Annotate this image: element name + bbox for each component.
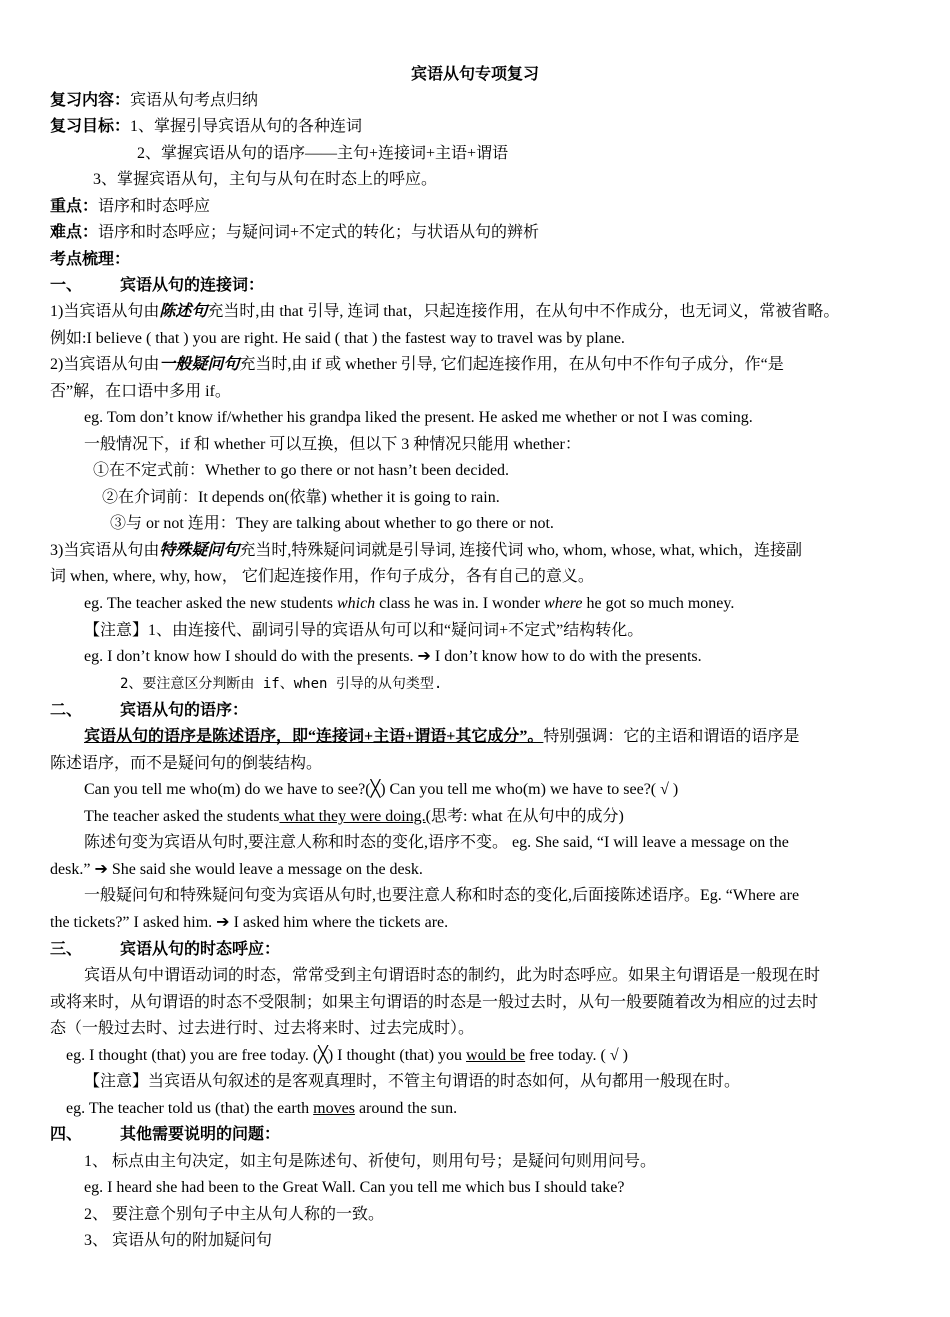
review-content-text: 宾语从句考点归纳: [130, 92, 259, 109]
s1-note-1-eg-b: I don’t know how to do with the presents.: [430, 648, 702, 665]
review-goal-line: [50, 114, 362, 140]
arrow-icon: ➔: [417, 648, 431, 665]
page-title: 宾语从句专项复习: [410, 66, 539, 83]
s2-p3-c: She said she would leave a message on the desk.: [107, 861, 423, 878]
review-outline-label: 考点梳理：: [50, 251, 131, 268]
s1-p1-text-b: 充当时,由 that 引导, 连词 that，只起连接作用，在从句中不作成分，也无词义，常被省略。: [207, 303, 840, 320]
s2-example-1: Can you tell me who(m) do we have to see?(╳) Can you tell me who(m) we have to see?( √ ): [84, 781, 679, 798]
s3-eg2-a: eg. The teacher told us (that) the earth: [66, 1100, 314, 1117]
difficulty-line: [50, 220, 539, 246]
review-goal-1: 1、掌握引导宾语从句的各种连词: [130, 118, 363, 135]
s2-p3-line: 陈述句变为宾语从句时,要注意人称和时态的变化,语序不变。 eg. She said, “I will leave a message on the: [84, 834, 789, 851]
s3-p3: 态（一般过去时、过去进行时、过去将来时、过去完成时）。: [50, 1020, 475, 1037]
s4-item-1: 1、 标点由主句决定，如主句是陈述句、祈使句，则用句号；是疑问句则用问号。: [84, 1153, 657, 1170]
section-1-heading: 宾语从句的连接词：: [120, 277, 265, 294]
s3-p1: 宾语从句中谓语动词的时态，常常受到主句谓语时态的制约，此为时态呼应。如果主句谓语是一般现在时: [84, 967, 821, 984]
s1-p1-text-a: 1)当宾语从句由: [50, 303, 160, 320]
s1-p2-text-b: 充当时,由 if 或 whether 引导, 它们起连接作用，在从句中不作句子成分，作“是: [239, 356, 784, 373]
s2-p4-b: the tickets?” I asked him.: [50, 914, 217, 931]
s2-p4-continued: [50, 910, 448, 936]
s1-whether-case-1: ①在不定式前：Whether to go there or not hasn’t been decided.: [93, 462, 510, 479]
s2-example-2: [84, 804, 624, 830]
s1-whether-case-3: ③与 or not 连用：They are talking about whether to go there or not.: [110, 515, 554, 532]
section-2-heading: 宾语从句的语序：: [120, 702, 249, 719]
s1-p3-line: [50, 538, 802, 564]
difficulty-label: 难点：: [50, 224, 99, 241]
review-goal-label: 复习目标：: [50, 118, 131, 135]
s3-eg2-b: around the sun.: [354, 1100, 458, 1117]
s3-eg-underlined: would be: [466, 1047, 526, 1064]
s1-p1-emphasis: 陈述句: [159, 303, 208, 320]
review-content-line: [50, 88, 258, 114]
s2-p4-line: 一般疑问句和特殊疑问句变为宾语从句时,也要注意人称和时态的变化,后面接陈述语序。Eg. “Where are: [84, 887, 800, 904]
s1-p3-example: [84, 591, 734, 617]
s2-ex2-b: (思考: what 在从句中的成分): [425, 808, 624, 825]
s2-p3-continued: [50, 857, 423, 883]
s1-p3-eg-word-1: which: [336, 595, 376, 612]
s3-eg-a: eg. I thought (that) you are free today. (╳) I thought (that) you: [66, 1047, 467, 1064]
s1-p2-emphasis: 一般疑问句: [159, 356, 240, 373]
s4-item-1-example: eg. I heard she had been to the Great Wall. Can you tell me which bus I should take?: [84, 1179, 625, 1196]
s1-p3-eg-b: class he was in. I wonder: [375, 595, 545, 612]
s4-item-3: 3、 宾语从句的附加疑问句: [84, 1232, 273, 1249]
s2-p4-c: I asked him where the tickets are.: [229, 914, 449, 931]
s2-rule-emphasis: 宾语从句的语序是陈述语序，即“连接词+主语+谓语+其它成分”。: [84, 728, 544, 745]
s1-p1-line: [50, 299, 839, 325]
s1-whether-case-2: ②在介词前：It depends on(依靠) whether it is going to rain.: [102, 489, 500, 506]
section-3-heading: 宾语从句的时态呼应：: [120, 941, 281, 958]
s2-ex2-a: The teacher asked the students: [84, 808, 280, 825]
s2-rule-text: 特别强调：它的主语和谓语的语序是: [543, 728, 800, 745]
s3-eg-b: free today. ( √ ): [525, 1047, 628, 1064]
review-content-label: 复习内容：: [50, 92, 131, 109]
s2-rule-line: [84, 724, 799, 750]
s1-p2-text-a: 2)当宾语从句由: [50, 356, 160, 373]
section-3-number: 三、: [50, 941, 83, 958]
key-point-line: [50, 194, 210, 220]
s1-p3-eg-c: he got so much money.: [582, 595, 735, 612]
s3-p2: 或将来时，从句谓语的时态不受限制；如果主句谓语的时态是一般过去时，从句一般要随着改为相应的过去时: [50, 994, 819, 1011]
s1-p3-text-a: 3)当宾语从句由: [50, 542, 160, 559]
review-goal-3: 3、掌握宾语从句，主句与从句在时态上的呼应。: [93, 171, 438, 188]
section-2-number: 二、: [50, 702, 83, 719]
s2-rule-continued: 陈述语序，而不是疑问句的倒装结构。: [50, 755, 323, 772]
s3-example: [66, 1043, 628, 1069]
key-point-text: 语序和时态呼应: [98, 198, 211, 215]
s2-ex2-underlined: what they were doing.: [279, 808, 426, 825]
s1-p2-note: 一般情况下，if 和 whether 可以互换，但以下 3 种情况只能用 whether：: [84, 436, 581, 453]
s1-p3-eg-a: eg. The teacher asked the new students: [84, 595, 337, 612]
section-4-heading: 其他需要说明的问题：: [120, 1126, 281, 1143]
arrow-icon: ➔: [94, 861, 108, 878]
s1-note-1-example: [84, 644, 702, 670]
s3-example-2: [66, 1096, 457, 1122]
s4-item-2: 2、 要注意个别句子中主从句人称的一致。: [84, 1206, 385, 1223]
section-4-number: 四、: [50, 1126, 83, 1143]
s1-p3-text-b: 充当时,特殊疑问词就是引导词, 连接代词 who, whom, whose, what, which，连接副: [239, 542, 803, 559]
s1-p2-continued: 否”解，在口语中多用 if。: [50, 383, 231, 400]
review-goal-2: 2、掌握宾语从句的语序——主句+连接词+主语+谓语: [137, 145, 509, 162]
s3-note: 【注意】当宾语从句叙述的是客观真理时，不管主句谓语的时态如何，从句都用一般现在时。: [84, 1073, 741, 1090]
s1-p3-eg-word-2: where: [544, 595, 583, 612]
s1-p3-emphasis: 特殊疑问句: [159, 542, 240, 559]
s1-p2-line: [50, 352, 784, 378]
s2-p3-b: desk.”: [50, 861, 95, 878]
arrow-icon: ➔: [216, 914, 230, 931]
s1-note-1: 【注意】1、由连接代、副词引导的宾语从句可以和“疑问词+不定式”结构转化。: [84, 622, 644, 639]
s1-p3-continued: 词 when, where, why, how， 它们起连接作用，作句子成分，各有自己的意义。: [50, 568, 594, 585]
s1-p1-example: 例如:I believe ( that ) you are right. He said ( that ) the fastest way to travel was by plane.: [50, 330, 625, 347]
difficulty-text: 语序和时态呼应；与疑问词+不定式的转化；与状语从句的辨析: [98, 224, 540, 241]
s1-p2-example: eg. Tom don’t know if/whether his grandpa liked the present. He asked me whether or not I was coming.: [84, 409, 753, 426]
s1-note-2: 2、要注意区分判断由 if、when 引导的从句类型.: [120, 676, 443, 692]
key-point-label: 重点：: [50, 198, 99, 215]
s1-note-1-eg-a: eg. I don’t know how I should do with the presents.: [84, 648, 418, 665]
s3-eg2-underlined: moves: [313, 1100, 355, 1117]
section-1-number: 一、: [50, 277, 83, 294]
